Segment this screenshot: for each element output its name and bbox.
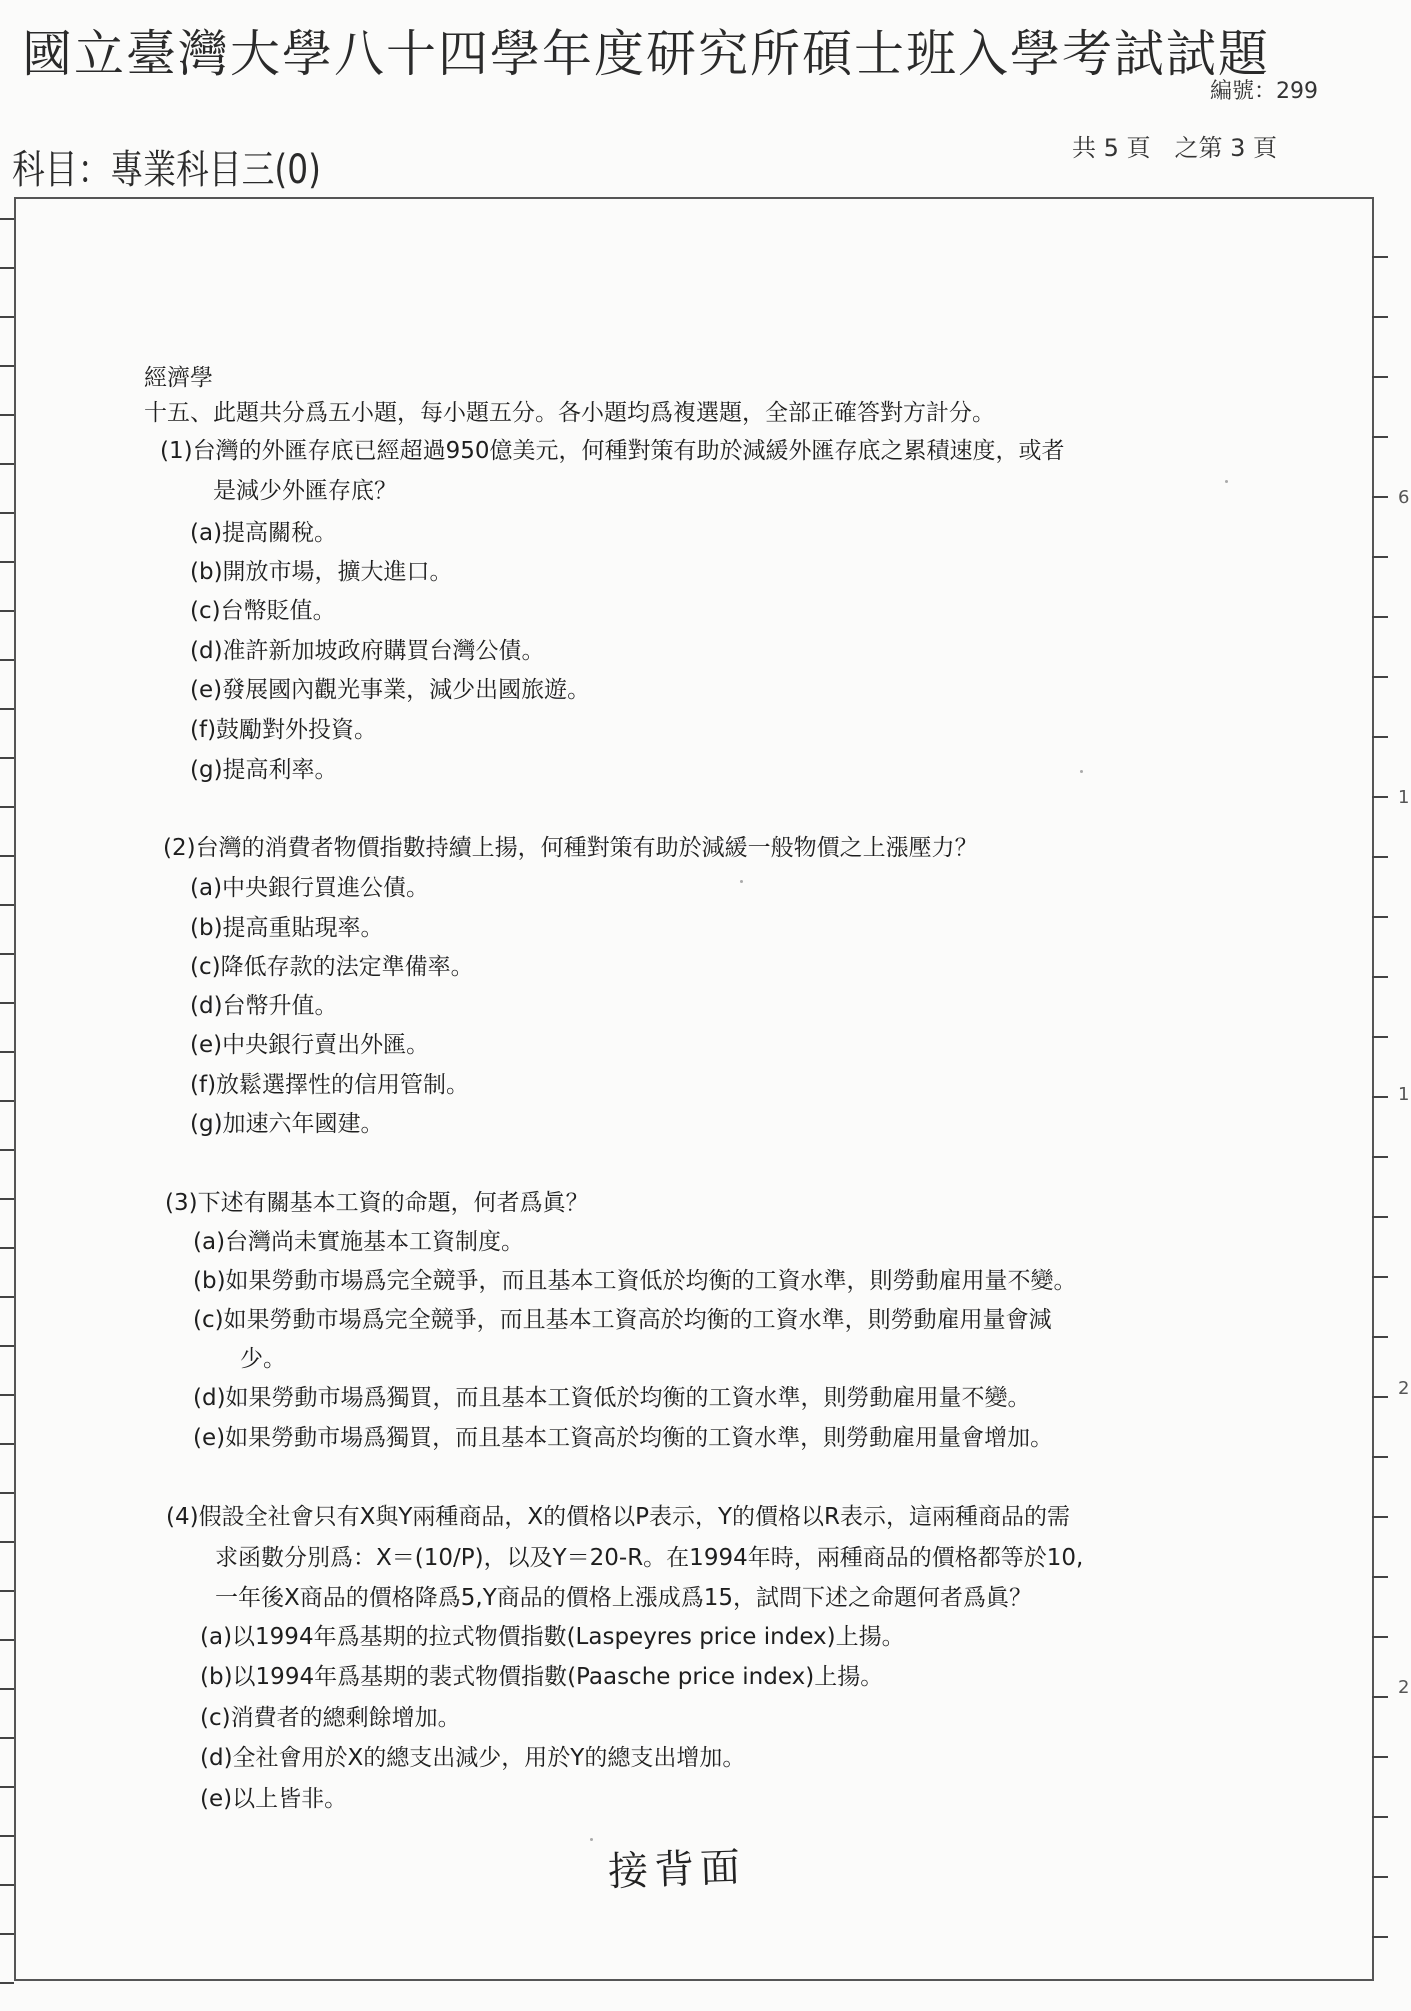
margin-tick xyxy=(1372,1396,1388,1398)
margin-tick xyxy=(1372,1456,1388,1458)
margin-tick xyxy=(0,1688,14,1690)
margin-tick xyxy=(0,953,14,955)
question-4-option: (d)全社會用於X的總支出減少，用於Y的總支出增加。 xyxy=(200,1745,746,1771)
margin-tick xyxy=(1372,796,1388,798)
margin-tick xyxy=(1372,1876,1388,1878)
margin-tick xyxy=(0,1884,14,1886)
margin-tick xyxy=(1372,1336,1388,1338)
scan-speck xyxy=(1225,480,1228,483)
margin-tick xyxy=(0,1443,14,1445)
margin-tick xyxy=(0,1835,14,1837)
margin-tick xyxy=(1372,1216,1388,1218)
exam-title: 國立臺灣大學八十四學年度研究所碩士班入學考試試題 xyxy=(22,25,1270,83)
margin-tick xyxy=(0,414,14,416)
margin-tick xyxy=(1372,316,1388,318)
edge-mark: 1 xyxy=(1398,1084,1410,1105)
question-1-option: (a)提高關稅。 xyxy=(190,520,338,546)
question-4-stem: 一年後X商品的價格降爲5,Y商品的價格上漲成爲15，試問下述之命題何者爲眞？ xyxy=(215,1585,1033,1611)
edge-mark: 2 xyxy=(1398,1677,1410,1698)
section-intro: 十五、此題共分爲五小題，每小題五分。各小題均爲複選題，全部正確答對方計分。 xyxy=(144,400,995,426)
question-4-stem: 求函數分別爲：X＝(10/P)，以及Y＝20-R。在1994年時，兩種商品的價格都等於10, xyxy=(215,1545,1084,1571)
margin-tick xyxy=(1372,1516,1388,1518)
question-1-option: (b)開放市場，擴大進口。 xyxy=(190,559,453,585)
scan-speck xyxy=(1080,770,1083,773)
margin-tick xyxy=(0,1051,14,1053)
margin-tick xyxy=(0,1345,14,1347)
margin-tick xyxy=(1372,736,1388,738)
margin-tick xyxy=(0,1982,14,1984)
edge-mark: 2 xyxy=(1398,1378,1410,1399)
margin-tick xyxy=(1372,1756,1388,1758)
margin-tick xyxy=(0,1149,14,1151)
question-1-option: (f)鼓勵對外投資。 xyxy=(190,717,378,743)
margin-tick xyxy=(0,218,14,220)
question-2-option: (f)放鬆選擇性的信用管制。 xyxy=(190,1072,470,1098)
margin-tick xyxy=(0,1639,14,1641)
margin-tick xyxy=(0,512,14,514)
question-3-option: 少。 xyxy=(240,1346,286,1372)
margin-tick xyxy=(0,904,14,906)
margin-tick xyxy=(1372,1636,1388,1638)
margin-tick xyxy=(0,267,14,269)
margin-tick xyxy=(1372,256,1388,258)
margin-tick xyxy=(1372,556,1388,558)
margin-tick xyxy=(0,365,14,367)
margin-tick xyxy=(0,806,14,808)
page-indicator: 共 5 頁 之第 3 頁 xyxy=(1072,134,1278,162)
margin-tick xyxy=(0,757,14,759)
margin-tick xyxy=(1372,1156,1388,1158)
margin-tick xyxy=(1372,376,1388,378)
margin-tick xyxy=(0,610,14,612)
margin-tick xyxy=(0,1198,14,1200)
margin-tick xyxy=(0,708,14,710)
margin-tick xyxy=(1372,496,1388,498)
edge-mark: 6 xyxy=(1398,487,1410,508)
question-3-option: (b)如果勞動市場爲完全競爭，而且基本工資低於均衡的工資水準，則勞動雇用量不變。 xyxy=(193,1268,1077,1294)
margin-tick xyxy=(1372,676,1388,678)
margin-tick xyxy=(1372,1036,1388,1038)
margin-tick xyxy=(1372,1936,1388,1938)
exam-code: 編號：299 xyxy=(1210,79,1318,104)
question-2-option: (g)加速六年國建。 xyxy=(190,1111,384,1137)
question-1-option: (d)准許新加坡政府購買台灣公債。 xyxy=(190,638,545,664)
margin-tick xyxy=(0,1296,14,1298)
margin-tick xyxy=(1372,976,1388,978)
scan-speck xyxy=(740,880,743,883)
question-2-option: (d)台幣升值。 xyxy=(190,993,338,1019)
margin-tick xyxy=(1372,436,1388,438)
margin-tick xyxy=(0,463,14,465)
margin-tick xyxy=(0,1492,14,1494)
margin-tick xyxy=(0,1002,14,1004)
question-4-option: (c)消費者的總剩餘增加。 xyxy=(200,1705,461,1731)
question-3-stem: (3)下述有關基本工資的命題，何者爲眞？ xyxy=(165,1190,589,1216)
question-2-option: (a)中央銀行買進公債。 xyxy=(190,875,430,901)
margin-tick xyxy=(0,1100,14,1102)
margin-tick xyxy=(0,659,14,661)
margin-tick xyxy=(1372,1816,1388,1818)
question-4-option: (a)以1994年爲基期的拉式物價指數(Laspeyres price index)上揚。 xyxy=(200,1624,905,1650)
margin-tick xyxy=(0,1933,14,1935)
margin-tick xyxy=(1372,1276,1388,1278)
margin-tick xyxy=(0,1737,14,1739)
question-3-option: (c)如果勞動市場爲完全競爭，而且基本工資高於均衡的工資水準，則勞動雇用量會減 xyxy=(193,1307,1052,1333)
margin-tick xyxy=(0,1394,14,1396)
margin-tick xyxy=(0,855,14,857)
margin-tick xyxy=(0,316,14,318)
question-1-stem: 是減少外匯存底？ xyxy=(213,478,397,504)
margin-tick xyxy=(0,561,14,563)
margin-tick xyxy=(1372,1696,1388,1698)
question-3-option: (a)台灣尚未實施基本工資制度。 xyxy=(193,1229,525,1255)
margin-tick xyxy=(1372,1576,1388,1578)
question-4-option: (b)以1994年爲基期的裴式物價指數(Paasche price index)上揚。 xyxy=(200,1664,884,1690)
question-3-option: (d)如果勞動市場爲獨買，而且基本工資低於均衡的工資水準，則勞動雇用量不變。 xyxy=(193,1385,1031,1411)
margin-tick xyxy=(1372,1096,1388,1098)
scan-speck xyxy=(590,1838,593,1841)
margin-tick xyxy=(1372,616,1388,618)
subject-label: 科目：專業科目三(0) xyxy=(12,147,321,193)
continue-on-back-note: 接背面 xyxy=(607,1844,747,1896)
question-1-stem: (1)台灣的外匯存底已經超過950億美元，何種對策有助於減緩外匯存底之累積速度，或者 xyxy=(160,438,1065,464)
section-heading: 經濟學 xyxy=(144,365,213,391)
question-4-option: (e)以上皆非。 xyxy=(200,1786,348,1812)
margin-tick xyxy=(1372,916,1388,918)
margin-tick xyxy=(0,1590,14,1592)
question-1-option: (e)發展國內觀光事業，減少出國旅遊。 xyxy=(190,677,591,703)
question-1-option: (g)提高利率。 xyxy=(190,757,338,783)
margin-tick xyxy=(0,1786,14,1788)
question-4-stem: (4)假設全社會只有X與Y兩種商品，X的價格以P表示，Y的價格以R表示，這兩種商品的需 xyxy=(166,1504,1071,1530)
question-2-option: (b)提高重貼現率。 xyxy=(190,915,384,941)
question-2-stem: (2)台灣的消費者物價指數持續上揚，何種對策有助於減緩一般物價之上漲壓力？ xyxy=(163,835,978,861)
margin-tick xyxy=(0,1247,14,1249)
question-2-option: (e)中央銀行賣出外匯。 xyxy=(190,1032,430,1058)
margin-tick xyxy=(1372,856,1388,858)
question-1-option: (c)台幣貶值。 xyxy=(190,598,336,624)
edge-mark: 1 xyxy=(1398,787,1410,808)
margin-tick xyxy=(0,1541,14,1543)
question-2-option: (c)降低存款的法定準備率。 xyxy=(190,954,474,980)
question-3-option: (e)如果勞動市場爲獨買，而且基本工資高於均衡的工資水準，則勞動雇用量會增加。 xyxy=(193,1425,1054,1451)
